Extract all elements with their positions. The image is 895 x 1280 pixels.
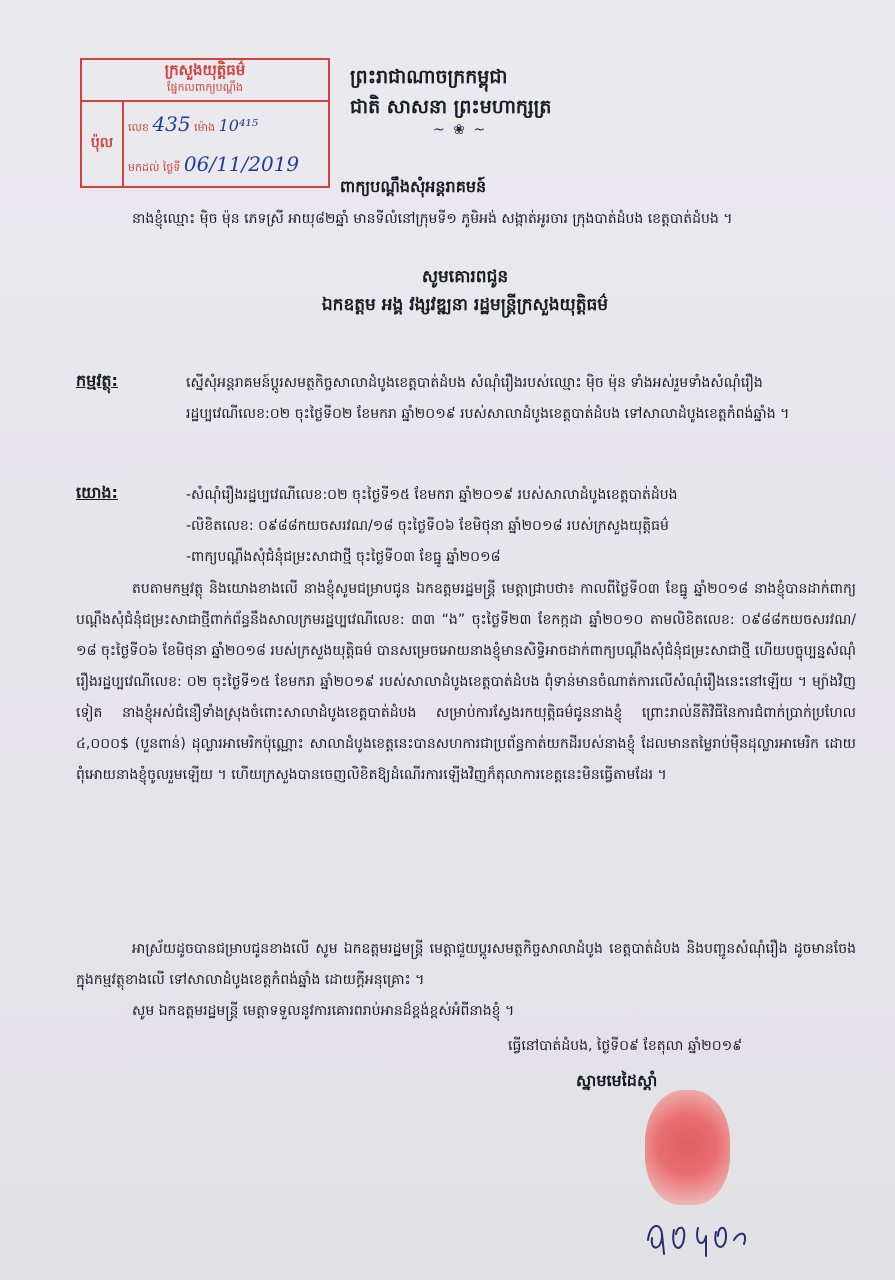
stamp-time-label: ម៉ោង <box>194 121 216 134</box>
references-label: យោង: <box>76 483 118 502</box>
reference-item: -លិខិតលេខ: ០៩៨៨កយចសរវណ/១៨ ចុះថ្ងៃទី០៦ ខែមិថុនា ឆ្នាំ២០១៨ របស់ក្រសួងយុត្តិធម៌ <box>186 518 669 534</box>
stamp-time-value: 10⁴¹⁵ <box>218 116 259 135</box>
stamp-number-value: 435 <box>152 112 191 136</box>
stamp-side-label: ប៉ុល <box>82 100 124 186</box>
stamp-date-label: មកដល់ ថ្ងៃទី <box>128 161 181 174</box>
reference-item: -សំណុំរឿងរដ្ឋប្បវេណីលេខ:០២ ចុះថ្ងៃទី១៥ ខែមករា ឆ្នាំ២០១៩ របស់សាលាដំបូងខេត្តបាត់ដំបង <box>186 487 678 503</box>
respectfully-line: សូមគោរពជូន <box>421 267 509 287</box>
intro-paragraph: នាងខ្ញុំឈ្មោះ ម៉ិច ម៉ុន ភេទស្រី អាយុ៨២ឆ្នាំ មានទីលំនៅក្រុមទី១ ភូមិអង់ សង្កាត់អូរចារ ក្រុងបាត់ដំបង ខេត្តបាត់ដំបង ។ <box>132 211 733 227</box>
reference-item: -ពាក្យបណ្ដឹងសុំជំនុំជម្រះសាជាថ្មី ចុះថ្ងៃទី០៣ ខែធ្នូ ឆ្នាំ២០១៨ <box>186 549 501 565</box>
addressee-line: ឯកឧត្តម អង្គ វង្សវឌ្ឍនា រដ្ឋមន្ត្រីក្រសួងយុត្តិធម៌ <box>321 295 609 315</box>
ornament-divider: ~ ❀ ~ <box>432 122 488 138</box>
subject-text: ស្នើសុំអន្តរាគមន៍ប្តូរសមត្ថកិច្ចសាលាដំបូងខេត្តបាត់ដំបង សំណុំរឿងរបស់ឈ្មោះ ម៉ិច ម៉ុន ទាំងអស់រួមទាំងសំណុំរឿងរដ្ឋប្បវេណីលេខ:០២ ចុះថ្ងៃទី០២ ខែមករា ឆ្នាំ២០១៩ របស់សាលាដំបូងខេត្តបាត់ដំបង ទៅសាលាដំបូងខេត្តកំពង់ឆ្នាំង ។ <box>186 375 790 422</box>
thumbprint <box>645 1090 730 1205</box>
stamp-office: ផ្នែកលពាក្យបណ្ដឹង <box>166 81 244 94</box>
subject-label: កម្មវត្ថុ: <box>76 371 118 390</box>
signature-label: ស្នាមមេដៃស្ដាំ <box>576 1071 658 1090</box>
body-paragraph-2: អាស្រ័យដូចបានជម្រាបជូនខាងលើ សូម ឯកឧត្តមរដ្ឋមន្ត្រី មេត្តាជួយប្តូរសមត្ថកិច្ចសាលាដំបូង ខេត្តបាត់ដំបង និងបញ្ជូនសំណុំរឿង ដូចមានចែងក្នុងកម្មវត្ថុខាងលើ ទៅសាលាដំបូងខេត្តកំពង់ឆ្នាំង ដោយក្ដីអនុគ្រោះ ។ <box>76 941 856 988</box>
kingdom-line: ព្រះរាជាណាចក្រកម្ពុជា <box>350 66 508 88</box>
references-list <box>186 480 856 573</box>
body-paragraph-1: តបតាមកម្មវត្ថុ និងយោងខាងលើ នាងខ្ញុំសូមជម្រាបជូន ឯកឧត្តមរដ្ឋមន្ត្រី មេត្តាជ្រាបថា៖ កាលពីថ្ងៃទី០៣ ខែធ្នូ ឆ្នាំ២០១៨ នាងខ្ញុំបានដាក់ពាក្យបណ្ដឹងសុំជំនុំជម្រះសាជាថ្មីពាក់ព័ន្ធនឹងសាលក្រមរដ្ឋប្បវេណីលេខ: ៣៣ “ង” ចុះថ្ងៃទី២៣ ខែកក្កដា ឆ្នាំ២០១០ តាមលិខិតលេខ: ០៩៨៨កយចសរវណ/១៨ ចុះថ្ងៃទី០៦ ខែមិថុនា ឆ្នាំ២០១៨ របស់ក្រសួងយុត្តិធម៌ បានសម្រេចអោយនាងខ្ញុំមានសិទ្ធិអាចដាក់ពាក្យបណ្ដឹងសុំជំនុំជម្រះសាជាថ្មី ហើយបច្ចុប្បន្នសំណុំរឿងរដ្ឋប្បវេណីលេខ: ០២ ចុះថ្ងៃទី១៥ ខែមករា ឆ្នាំ២០១៩ របស់សាលាដំបូងខេត្តបាត់ដំបង ពុំទាន់មានចំណាត់ការលើសំណុំរឿងនេះនៅឡើយ ។ ម្យ៉ាងវិញទៀត នាងខ្ញុំអស់ជំនឿទាំងស្រុងចំពោះសាលាដំបូងខេត្តបាត់ដំបង សម្រាប់ការស្វែងរកយុត្តិធម៌ជូននាងខ្ញុំ ព្រោះរាល់នីតិវិធីនៃការជំពាក់ប្រាក់ប្រហែល ៤,០០០$ (បួនពាន់) ដុល្លារអាមេរិកប៉ុណ្ណោះ សាលាដំបូងខេត្តនេះបានសហការជាប្រព័ន្ធកាត់យកដីរបស់នាងខ្ញុំ ដែលមានតម្លៃរាប់ម៉ឺនដុល្លារអាមេរិក ដោយពុំអោយនាងខ្ញុំចូលរួមឡើយ ។ ហើយក្រសួងបានចេញលិខិតឱ្យដំណើរការឡើងវិញក៏តុលាការខេត្តនេះមិនធ្វើតាមដែរ ។ <box>76 581 856 783</box>
document-title: ពាក្យបណ្ដឹងសុំអន្តរាគមន៍ <box>340 177 487 196</box>
stamp-date-row <box>128 152 299 177</box>
date-place: ធ្វើនៅបាត់ដំបង, ថ្ងៃទី០៩ ខែតុលា ឆ្នាំ២០១៩ <box>508 1038 743 1054</box>
motto-line: ជាតិ សាសនា ព្រះមហាក្សត្រ <box>350 96 552 118</box>
reception-stamp <box>80 58 330 188</box>
stamp-header <box>82 60 328 102</box>
stamp-number-row <box>128 112 258 137</box>
body-paragraph-3: សូម ឯកឧត្តមរដ្ឋមន្ត្រី មេត្តាទទួលនូវការគោរពរាប់អានដ៏ខ្ពង់ខ្ពស់អំពីនាងខ្ញុំ ។ <box>132 1003 515 1019</box>
stamp-number-label: លេខ <box>128 121 149 134</box>
kingdom-header <box>350 62 650 122</box>
handwritten-signature <box>640 1210 780 1265</box>
stamp-ministry: ក្រសួងយុត្តិធម៌ <box>164 61 246 79</box>
stamp-date-value: 06/11/2019 <box>183 152 300 176</box>
